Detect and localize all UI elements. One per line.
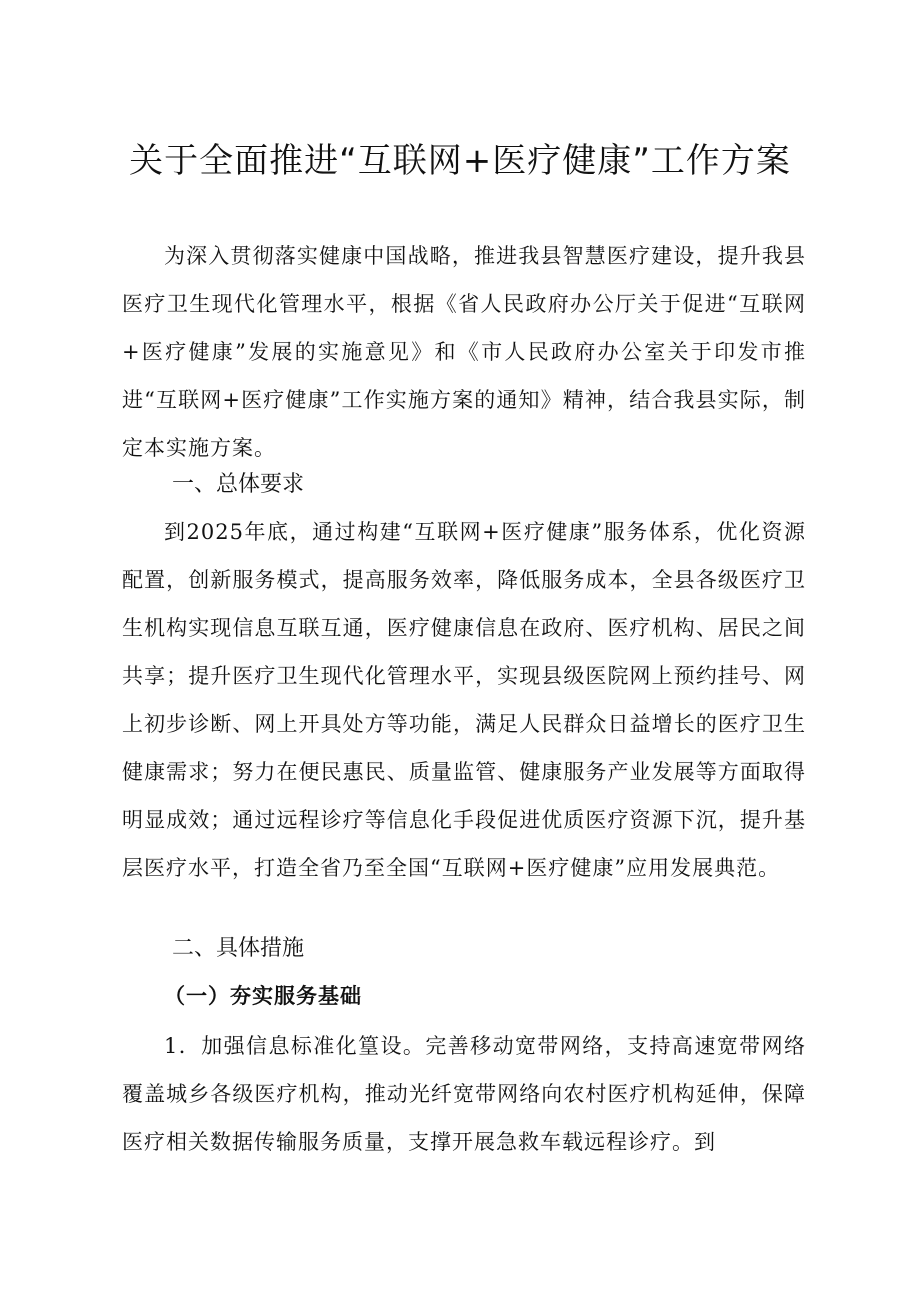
document-title: 关于全面推进“互联网+医疗健康”工作方案 <box>129 141 791 181</box>
intro-paragraph: 为深入贯彻落实健康中国战略，推进我县智慧医疗建设，提升我县医疗卫生现代化管理水平，根据《省人民政府办公厅关于促进“互联网+医疗健康”发展的实施意见》和《市人民政府办公室关于印发市推进“互联网+医疗健康”工作实施方案的通知》精神，结合我县实际，制定本实施方案。 <box>122 244 806 460</box>
subsection-heading-service-foundation: （一）夯实服务基础 <box>164 983 362 1008</box>
numbered-item-paragraph: 1．加强信息标准化篁设。完善移动宽带网络，支持高速宽带网络覆盖城乡各级医疗机构，推动光纤宽带网络向农村医疗机构延伸，保障医疗相关数据传输服务质量，支撑开展急救车载远程诊疗。到 <box>122 1034 806 1154</box>
section-paragraph-general-requirements: 到2025年底，通过构建“互联网+医疗健康”服务体系，优化资源配置，创新服务模式，提高服务效率，降低服务成本，全县各级医疗卫生机构实现信息互联互通，医疗健康信息在政府、医疗机构、居民之间共享；提升医疗卫生现代化管理水平，实现县级医院网上预约挂号、网上初步诊断、网上开具处方等功能，满足人民群众日益增长的医疗卫生健康需求；努力在便民惠民、质量监管、健康服务产业发展等方面取得明显成效；通过远程诊疗等信息化手段促进优质医疗资源下沉，提升基层医疗水平，打造全省乃至全国“互联网+医疗健康”应用发展典范。 <box>122 520 806 880</box>
section-heading-specific-measures: 二、具体措施 <box>172 936 305 961</box>
section-heading-general-requirements: 一、总体要求 <box>172 472 305 497</box>
